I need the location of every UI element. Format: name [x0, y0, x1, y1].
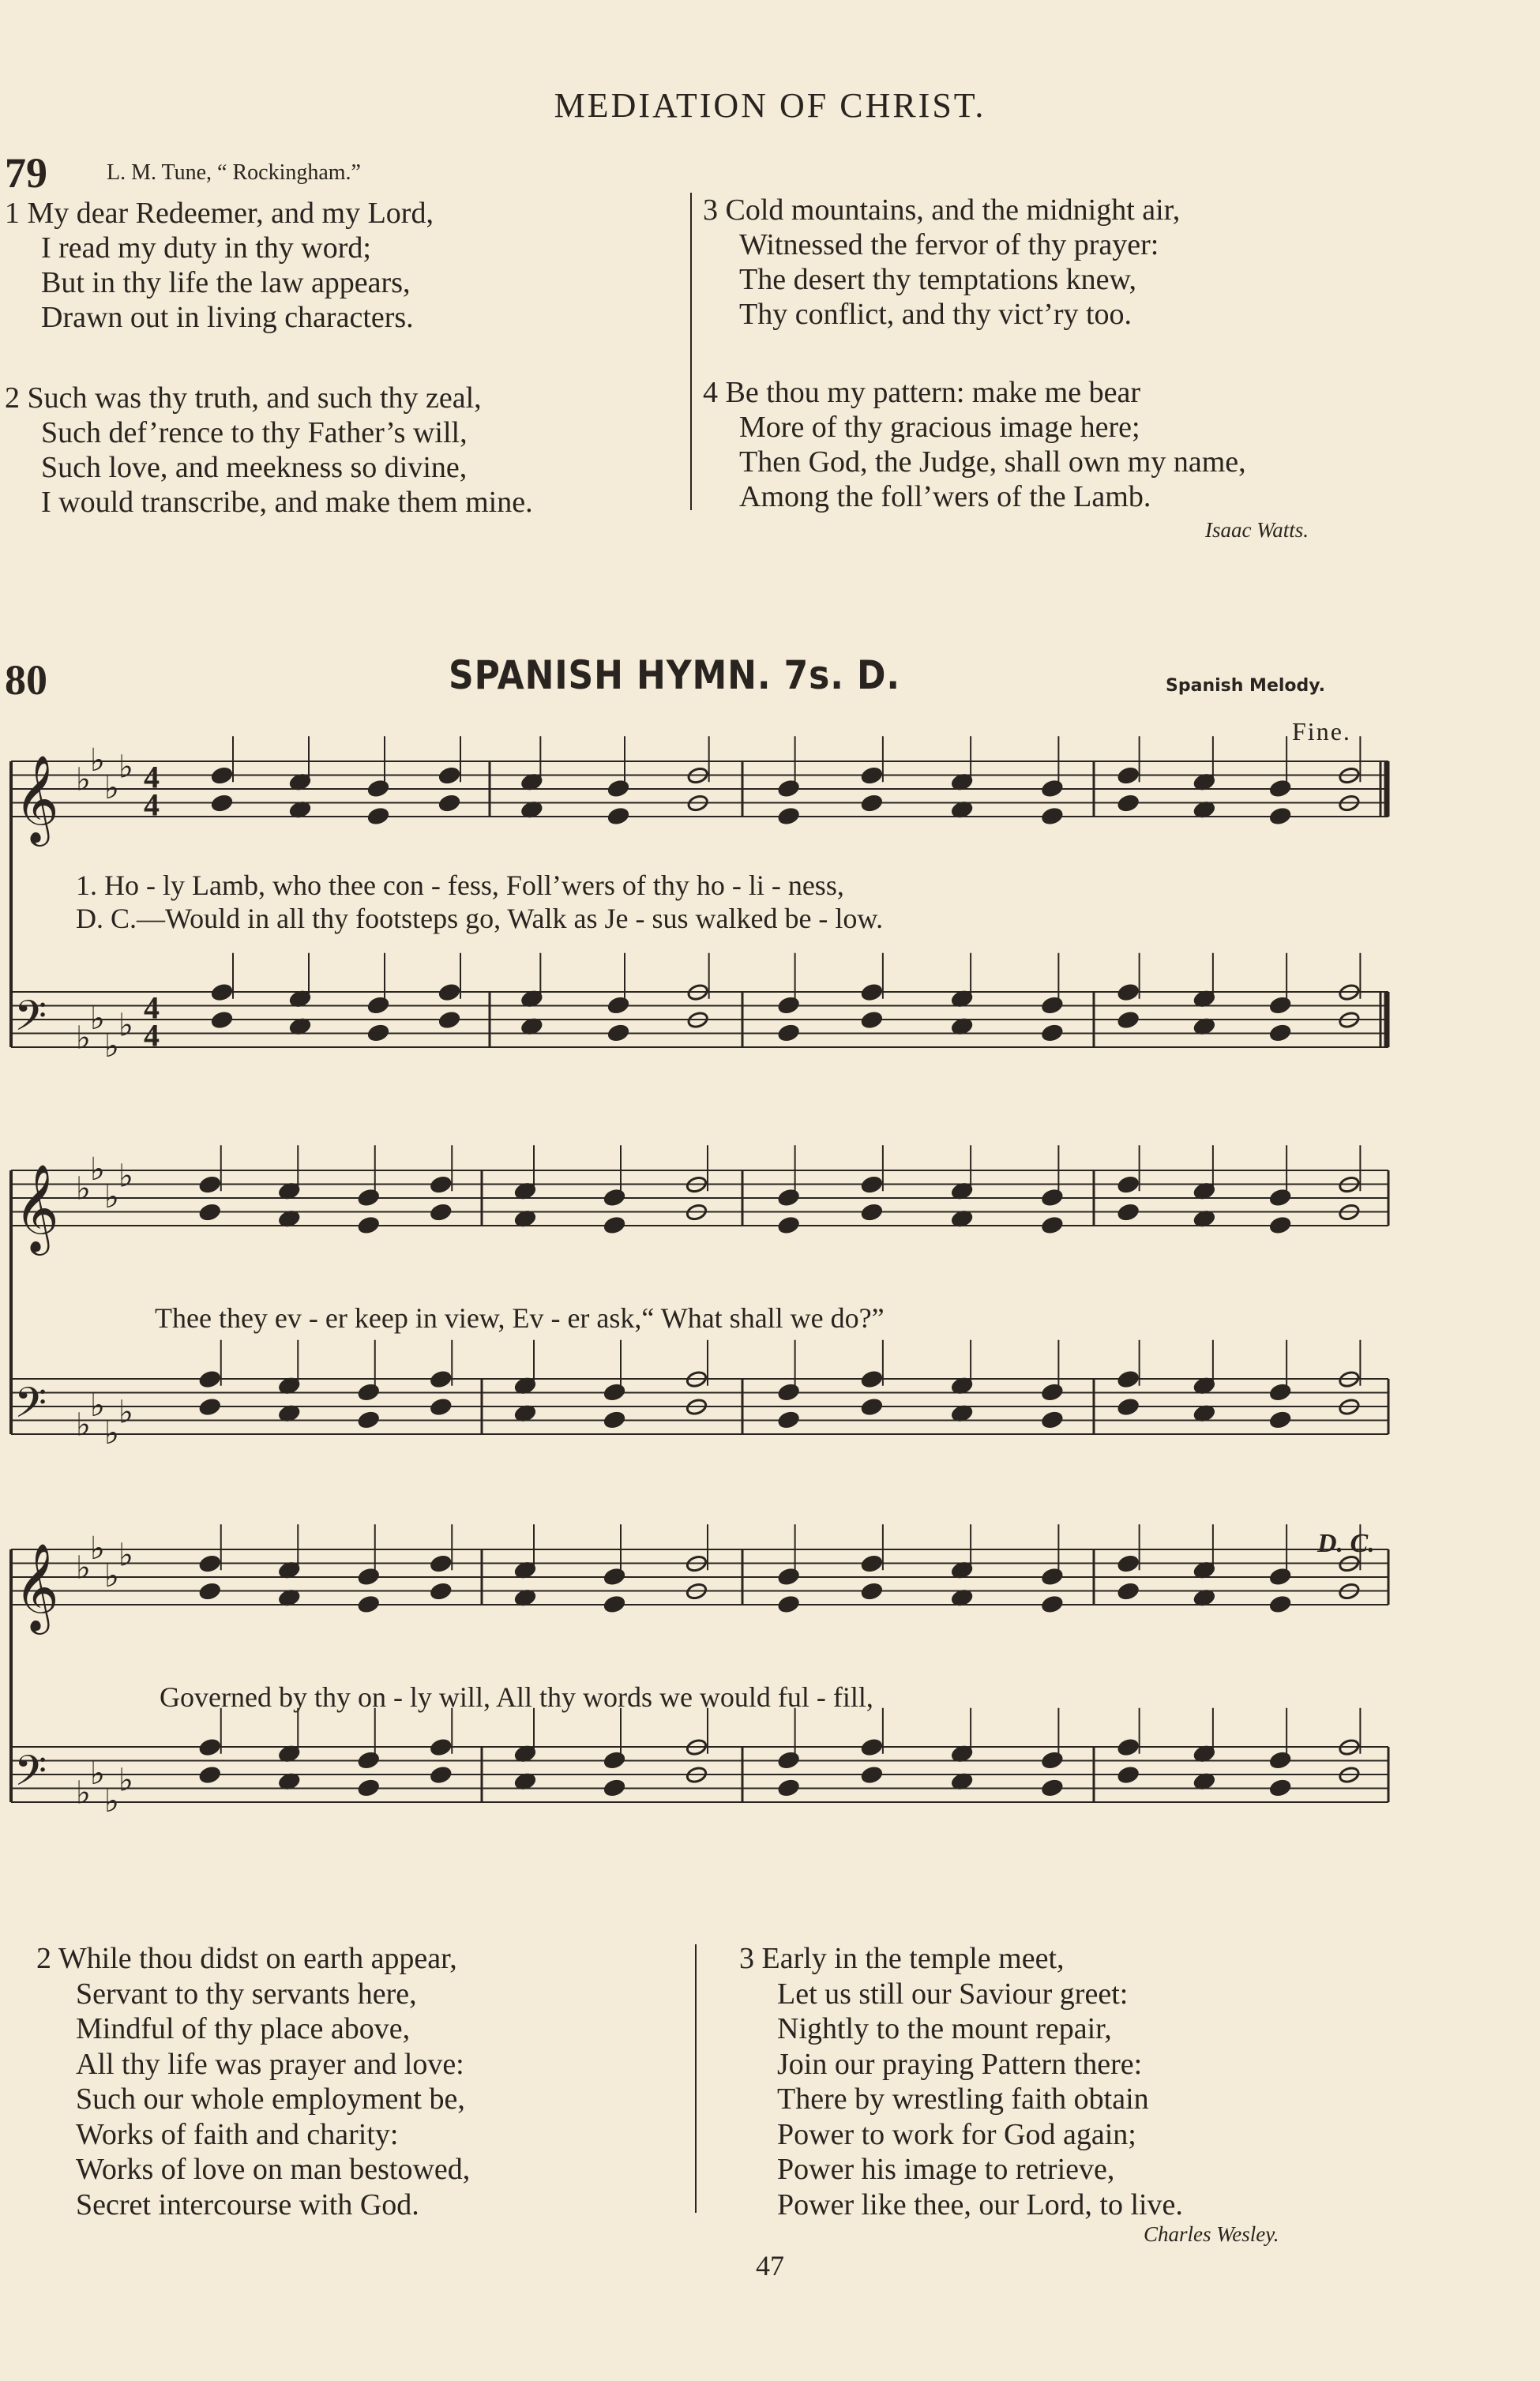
note-head — [1117, 794, 1140, 812]
hymn-80-number: 80 — [5, 656, 47, 704]
fine-marking: Fine. — [1292, 717, 1351, 745]
verse-line: Power like thee, our Lord, to live. — [777, 2188, 1183, 2221]
note-head — [1041, 807, 1063, 825]
hymn-79-author: Isaac Watts. — [1205, 518, 1309, 542]
note-head — [607, 1023, 629, 1042]
note-head — [1117, 1011, 1140, 1029]
note-head — [778, 1216, 800, 1234]
note-head — [1117, 1370, 1140, 1388]
note-head — [603, 1778, 625, 1797]
note-head — [199, 1554, 221, 1572]
note-head — [1269, 1189, 1291, 1207]
note-head — [607, 779, 629, 798]
note-head — [1041, 1216, 1063, 1234]
note-head — [861, 1398, 883, 1416]
verse-line: 2 While thou didst on earth appear, — [36, 1942, 457, 1975]
note-head — [778, 807, 800, 825]
note-head — [199, 1175, 221, 1193]
note-head — [861, 1370, 883, 1388]
flat-icon: ♭ — [118, 1394, 133, 1431]
flat-icon: ♭ — [104, 1414, 119, 1452]
note-head — [1117, 1203, 1140, 1221]
time-signature: 4 — [144, 787, 160, 823]
note-head — [861, 1554, 883, 1572]
verse-line: Mindful of thy place above, — [76, 2012, 411, 2045]
note-head — [778, 1023, 800, 1042]
verse-line: Secret intercourse with God. — [76, 2188, 419, 2221]
flat-icon: ♭ — [76, 761, 91, 798]
note-head — [438, 794, 460, 812]
verse-line: Among the foll’wers of the Lamb. — [739, 480, 1151, 513]
verse-line: 3 Cold mountains, and the midnight air, — [703, 193, 1181, 227]
note-head — [861, 1203, 883, 1221]
note-head — [1269, 1568, 1291, 1586]
note-head — [358, 1595, 380, 1613]
note-head — [430, 1203, 452, 1221]
flat-icon: ♭ — [90, 1755, 105, 1792]
note-head — [1269, 1595, 1291, 1613]
verse-line: Works of faith and charity: — [76, 2117, 399, 2151]
note-head — [778, 1568, 800, 1586]
flat-icon: ♭ — [118, 1007, 133, 1044]
flat-icon: ♭ — [104, 769, 119, 806]
note-head — [861, 794, 883, 812]
note-head — [367, 779, 389, 798]
note-head — [430, 1766, 452, 1784]
note-head — [603, 1751, 625, 1769]
flat-icon: ♭ — [118, 1158, 133, 1195]
verse-line: Such our whole employment be, — [76, 2082, 465, 2116]
note-head — [367, 996, 389, 1014]
note-head — [358, 1778, 380, 1797]
hymn-80-verse-2 — [36, 1941, 470, 2222]
verse-line: 4 Be thou my pattern: make me bear — [703, 376, 1140, 409]
note-head — [1041, 1568, 1063, 1586]
verse-line: The desert thy temptations knew, — [739, 263, 1137, 296]
flat-icon: ♭ — [118, 1537, 133, 1574]
note-head — [1117, 1582, 1140, 1600]
verse-line: I read my duty in thy word; — [41, 231, 371, 265]
verse-line: More of thy gracious image here; — [739, 411, 1140, 444]
time-signature: 4 — [144, 1017, 160, 1053]
note-head — [1269, 1778, 1291, 1797]
flat-icon: ♭ — [104, 1178, 119, 1215]
note-head — [778, 779, 800, 798]
note-head — [1269, 807, 1291, 825]
note-head — [1041, 996, 1063, 1014]
verse-line: Servant to thy servants here, — [76, 1977, 417, 2011]
note-head — [603, 1216, 625, 1234]
note-head — [778, 1189, 800, 1207]
system-3-lyrics: Governed by thy on - ly will, All thy words we would ful - fill, — [160, 1681, 873, 1713]
verse-line: Then God, the Judge, shall own my name, — [739, 445, 1246, 479]
note-head — [861, 1582, 883, 1600]
note-head — [1041, 1595, 1063, 1613]
flat-icon: ♭ — [90, 1530, 105, 1567]
flat-icon: ♭ — [76, 1549, 91, 1587]
verse-line: All thy life was prayer and love: — [76, 2047, 464, 2081]
verse-line: Power to work for God again; — [777, 2117, 1136, 2151]
note-head — [358, 1383, 380, 1401]
treble-clef-icon: 𝄞 — [14, 1542, 59, 1631]
note-head — [1041, 1778, 1063, 1797]
note-head — [1041, 1410, 1063, 1429]
note-head — [861, 1738, 883, 1756]
verse-line: Works of love on man bestowed, — [76, 2153, 471, 2186]
verse-line: Drawn out in living characters. — [41, 301, 414, 334]
flat-icon: ♭ — [118, 749, 133, 786]
note-head — [358, 1410, 380, 1429]
note-head — [603, 1595, 625, 1613]
note-head — [1041, 779, 1063, 798]
note-head — [1117, 1398, 1140, 1416]
time-signature: 4 — [144, 990, 160, 1026]
note-head — [778, 1383, 800, 1401]
verse-line: 3 Early in the temple meet, — [739, 1942, 1065, 1975]
note-head — [438, 766, 460, 784]
flat-icon: ♭ — [76, 1020, 91, 1057]
hymn-80-title: SPANISH HYMN. 7s. D. — [449, 652, 900, 698]
note-head — [211, 766, 233, 784]
note-head — [430, 1554, 452, 1572]
note-head — [1269, 1216, 1291, 1234]
column-divider — [695, 1944, 697, 2213]
note-head — [199, 1582, 221, 1600]
note-head — [1117, 983, 1140, 1001]
note-head — [199, 1738, 221, 1756]
flat-icon: ♭ — [118, 1762, 133, 1799]
note-head — [199, 1766, 221, 1784]
note-head — [1269, 1023, 1291, 1042]
note-head — [199, 1370, 221, 1388]
note-head — [1117, 1738, 1140, 1756]
hymn-80-author: Charles Wesley. — [1144, 2222, 1279, 2246]
note-head — [1269, 1383, 1291, 1401]
verse-line: But in thy life the law appears, — [41, 266, 411, 299]
note-head — [199, 1203, 221, 1221]
note-head — [861, 1011, 883, 1029]
verse-line: There by wrestling faith obtain — [777, 2082, 1149, 2116]
dc-marking: D. C. — [1317, 1529, 1375, 1558]
note-head — [861, 983, 883, 1001]
flat-icon: ♭ — [104, 1782, 119, 1820]
bass-clef-icon: 𝄢 — [14, 1747, 47, 1806]
note-head — [1041, 1751, 1063, 1769]
note-head — [607, 996, 629, 1014]
note-head — [199, 1398, 221, 1416]
note-head — [778, 1410, 800, 1429]
flat-icon: ♭ — [90, 1387, 105, 1424]
page-number: 47 — [756, 2250, 784, 2281]
note-head — [358, 1189, 380, 1207]
hymn-79-tune: L. M. Tune, “ Rockingham.” — [107, 160, 361, 185]
note-head — [1117, 1175, 1140, 1193]
verse-line: Witnessed the fervor of thy prayer: — [739, 228, 1159, 261]
note-head — [1041, 1023, 1063, 1042]
flat-icon: ♭ — [76, 1406, 91, 1444]
note-head — [1117, 766, 1140, 784]
flat-icon: ♭ — [104, 1557, 119, 1594]
note-head — [1117, 1766, 1140, 1784]
flat-icon: ♭ — [90, 1000, 105, 1037]
verse-line: Such love, and meekness so divine, — [41, 451, 468, 484]
note-head — [603, 1410, 625, 1429]
hymn-80-verse-3 — [739, 1941, 1183, 2222]
time-signature: 4 — [144, 759, 160, 795]
flat-icon: ♭ — [104, 1027, 119, 1065]
verse-line: 1 My dear Redeemer, and my Lord, — [5, 197, 434, 230]
note-head — [438, 1011, 460, 1029]
note-head — [1041, 1383, 1063, 1401]
hymn-80-melody-credit: Spanish Melody. — [1166, 676, 1325, 696]
page-header: MEDIATION OF CHRIST. — [554, 86, 986, 125]
note-head — [438, 983, 460, 1001]
verse-line: Power his image to retrieve, — [777, 2153, 1115, 2186]
note-head — [1041, 1189, 1063, 1207]
bass-clef-icon: 𝄢 — [14, 992, 47, 1051]
note-head — [861, 1766, 883, 1784]
note-head — [1117, 1554, 1140, 1572]
verse-line: Nightly to the mount repair, — [777, 2012, 1112, 2045]
note-head — [358, 1216, 380, 1234]
note-head — [211, 983, 233, 1001]
note-head — [603, 1189, 625, 1207]
verse-line: I would transcribe, and make them mine. — [41, 486, 533, 519]
note-head — [778, 996, 800, 1014]
note-head — [607, 807, 629, 825]
note-head — [211, 1011, 233, 1029]
note-head — [430, 1370, 452, 1388]
note-head — [1269, 779, 1291, 798]
flat-icon: ♭ — [90, 742, 105, 779]
note-head — [430, 1582, 452, 1600]
verse-line: 2 Such was thy truth, and such thy zeal, — [5, 381, 482, 415]
note-head — [1269, 1751, 1291, 1769]
note-head — [358, 1751, 380, 1769]
note-head — [367, 807, 389, 825]
verse-line: Such def’rence to thy Father’s will, — [41, 416, 468, 449]
flat-icon: ♭ — [76, 1170, 91, 1207]
note-head — [367, 1023, 389, 1042]
bass-clef-icon: 𝄢 — [14, 1379, 47, 1438]
note-head — [358, 1568, 380, 1586]
note-head — [211, 794, 233, 812]
note-head — [778, 1778, 800, 1797]
treble-clef-icon: 𝄞 — [14, 754, 59, 843]
flat-icon: ♭ — [76, 1774, 91, 1812]
verse-line: Thy conflict, and thy vict’ry too. — [739, 298, 1132, 331]
verse-line: Let us still our Saviour greet: — [777, 1977, 1129, 2011]
note-head — [778, 1751, 800, 1769]
note-head — [430, 1175, 452, 1193]
flat-icon: ♭ — [90, 1151, 105, 1188]
verse-line: Join our praying Pattern there: — [777, 2047, 1143, 2081]
note-head — [861, 1175, 883, 1193]
note-head — [430, 1398, 452, 1416]
system-1-lyrics-dc: D. C.—Would in all thy footsteps go, Walk as Je - sus walked be - low. — [76, 903, 884, 934]
hymn-79-number: 79 — [5, 149, 47, 197]
note-head — [778, 1595, 800, 1613]
system-1-lyrics-verse-1: 1. Ho - ly Lamb, who thee con - fess, Foll’wers of thy ho - li - ness, — [76, 869, 844, 901]
note-head — [603, 1568, 625, 1586]
note-head — [1269, 996, 1291, 1014]
treble-clef-icon: 𝄞 — [14, 1163, 59, 1252]
note-head — [603, 1383, 625, 1401]
system-2-lyrics: Thee they ev - er keep in view, Ev - er ask,“ What shall we do?” — [155, 1302, 885, 1334]
note-head — [1269, 1410, 1291, 1429]
note-head — [861, 766, 883, 784]
note-head — [430, 1738, 452, 1756]
